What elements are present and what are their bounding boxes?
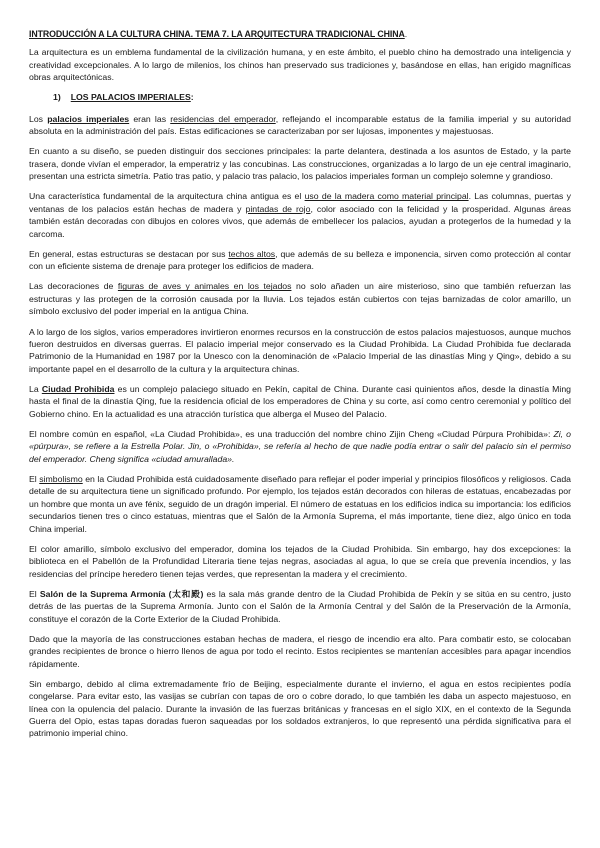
paragraph-salon [29, 588, 571, 625]
text-run: , que además de su belleza e imponencia, sirven como protección al contar con un eficiente sistema de drenaje para proteger los edificios de madera. [29, 248, 571, 272]
paragraph-ciudad-prohibida [29, 383, 571, 420]
underline-techos-altos: techos altos [228, 248, 276, 259]
text-run: es un complejo palaciego situado en Pekín, capital de China. Durante casi quinientos años, desde la dinastía Ming hasta el final de la dinastía Qing, fue la residencia oficial de los emperadores de China y su corte, así como centro ceremonial y político del Gobierno chino. En la actualidad es una atracción turística que alberga el Museo del Palacio. [29, 383, 572, 419]
paragraph-madera [29, 190, 571, 240]
highlight-ciudad-prohibida: Ciudad Prohibida [41, 383, 115, 394]
underline-uso-madera: uso de la madera como material principal [304, 191, 469, 202]
underline-figuras-aves: figuras de aves y animales en los tejados [117, 281, 292, 292]
paragraph-palacios [29, 113, 571, 138]
text-run: en la Ciudad Prohibida está cuidadosamente diseñado para reflejar el poder imperial y principios filosóficos y religiosos. Cada detalle de su arquitectura tiene un significado profundo. Por ejemplo, los tejados están decorados con hileras de estatuas, encabezadas por un hombre que monta un ave fénix, seguido de un dragón imperial. El número de estatuas en los edificios indica su importancia: los edificios secundarios tienen tres o cinco estatuas, mientras que el Salón de la Armonía Suprema, el más importante, tiene diez, algo único en toda China imperial. [29, 473, 571, 534]
text-run: no solo añaden un aire misterioso, sino que también refuerzan las estructuras y las protegen de la corrosión causada por la lluvia. Los tejados están cubiertos con tejas barnizadas de color amarillo, un símbolo exclusivo del poder imperial en la antigua China. [29, 281, 571, 317]
paragraph-color-amarillo: El color amarillo, símbolo exclusivo del emperador, domina los tejados de la Ciudad Prohibida. Sin embargo, hay dos excepciones: la biblioteca en el Pabellón de la Profundidad Literaria tiene tejas negras, asociadas al agua, lo que se creía que prevenía incendios, y las residencias del príncipe heredero tienen tejas verdes, que representan la madera y el crecimiento. [29, 543, 571, 579]
text-run: El nombre común en español, «La Ciudad Prohibida», es una traducción del nombre chino Zijin Cheng «Ciudad Púrpura Prohibida»: [29, 428, 554, 439]
text-run: Los [29, 113, 48, 124]
text-run: El [29, 473, 40, 484]
italic-etymology: Zi, o «púrpura», se refiere a la Estrella Polar. Jin, o «Prohibida», se refería al hecho de que nadie podía entrar o salir del palacio sin el permiso del emperador. Cheng significa «ciudad amurallada». [29, 428, 571, 464]
underline-pintadas-rojo: pintadas de rojo [245, 203, 311, 214]
section-colon: : [190, 92, 194, 103]
paragraph-nombre [29, 428, 571, 465]
text-run: . Las columnas, puertas y ventanas de los palacios están hechas de madera y [29, 191, 571, 214]
section-title: LOS PALACIOS IMPERIALES [70, 92, 191, 103]
paragraph-decoraciones [29, 280, 571, 317]
text-run: , color asociado con la felicidad y la prosperidad. Algunas áreas también están decoradas con dibujos en colores vivos, que además de embellecer los palacios, ayudan a protegerlos de la humedad y la carcoma. [29, 203, 571, 239]
document-title: INTRODUCCIÓN A LA CULTURA CHINA. TEMA 7. LA ARQUITECTURA TRADICIONAL CHINA [29, 29, 405, 39]
paragraph-techos [29, 248, 571, 273]
intro-paragraph: La arquitectura es un emblema fundamental de la civilización humana, y en este ámbito, el pueblo chino ha demostrado una inteligencia y creatividad excepcionales. A lo largo de milenios, los chinos han preservado sus tradiciones y, basándose en ellas, han erigido magníficas obras arquitectónicas. [29, 47, 571, 83]
paragraph-diseno: En cuanto a su diseño, se pueden distinguir dos secciones principales: la parte delantera, destinada a los asuntos de Estado, y la parte trasera, donde vivían el emperador, la emperatriz y las concubinas. Las construcciones, organizadas a lo largo de un eje central imaginario, presentan una estricta simetría. Patio tras patio, y palacio tras palacio, los palacios imperiales forman un complejo solemne y grandioso. [29, 146, 571, 182]
text-run: Las decoraciones de [29, 281, 118, 292]
document-title-line [29, 28, 571, 40]
section-number: 1) [53, 92, 61, 103]
text-run: En general, estas estructuras se destacan por sus [29, 248, 229, 259]
text-run: , reflejando el incomparable estatus de la familia imperial y su autoridad absoluta en la administración del país. Estas edificaciones se caracterizaban por ser lujosas, imponentes y majestuosas. [29, 113, 571, 137]
text-run: El [29, 588, 40, 599]
highlight-salon-suprema-armonia: Salón de la Suprema Armonía (太和殿) [39, 588, 204, 599]
paragraph-incendios: Dado que la mayoría de las construcciones estaban hechas de madera, el riesgo de incendio era alto. Para combatir esto, se colocaban grandes recipientes de bronce o hierro llenos de agua por todo el recinto. Estos recipientes se mantenían accesibles para apagar incendios rápidamente. [29, 633, 571, 669]
paragraph-simbolismo [29, 473, 571, 535]
paragraph-historia: A lo largo de los siglos, varios emperadores invirtieron enormes recursos en la construcción de estos palacios majestuosos, aunque muchos fueron destruidos en diversas guerras. El palacio imperial mejor conservado es la Ciudad Prohibida. La Ciudad Prohibida fue declarada Patrimonio de la Humanidad en 1987 por la Unesco con la denominación de «Palacio Imperial de las dinastías Ming y Qing», debido a su importante papel en el desarrollo de la cultura y la arquitectura chinas. [29, 326, 571, 374]
text-run: Una característica fundamental de la arquitectura china antigua es el [29, 191, 305, 202]
paragraph-clima: Sin embargo, debido al clima extremadamente frío de Beijing, especialmente durante el invierno, el agua en estos recipientes podía congelarse. Para evitar esto, las vasijas se cubrían con tapas de oro o cobre dorado, lo que también les daba un aspecto majestuoso, en línea con la opulencia del palacio. Durante la invasión de las fuerzas británicas y francesas en el siglo XIX, en el contexto de la Segunda Guerra del Opio, estas tapas doradas fueron saqueadas por los soldados extranjeros, lo que representó una pérdida significativa para el patrimonio imperial chino. [29, 678, 571, 739]
underline-residencias: residencias del emperador [170, 113, 276, 124]
highlight-palacios-imperiales: palacios imperiales [47, 113, 130, 124]
underline-simbolismo: simbolismo [39, 473, 83, 484]
text-run: es la sala más grande dentro de la Ciudad Prohibida de Pekín y se sitúa en su centro, justo detrás de las puertas de la Suprema Armonía. Junto con el Salón de la Armonía Central y del Salón de la Preservación de la Armonía, constituye el corazón de la Corte Exterior de la Ciudad Prohibida. [29, 588, 571, 624]
text-run: La [29, 383, 42, 394]
section-heading [53, 91, 571, 103]
title-period: . [404, 29, 408, 39]
text-run: eran las [129, 113, 171, 124]
